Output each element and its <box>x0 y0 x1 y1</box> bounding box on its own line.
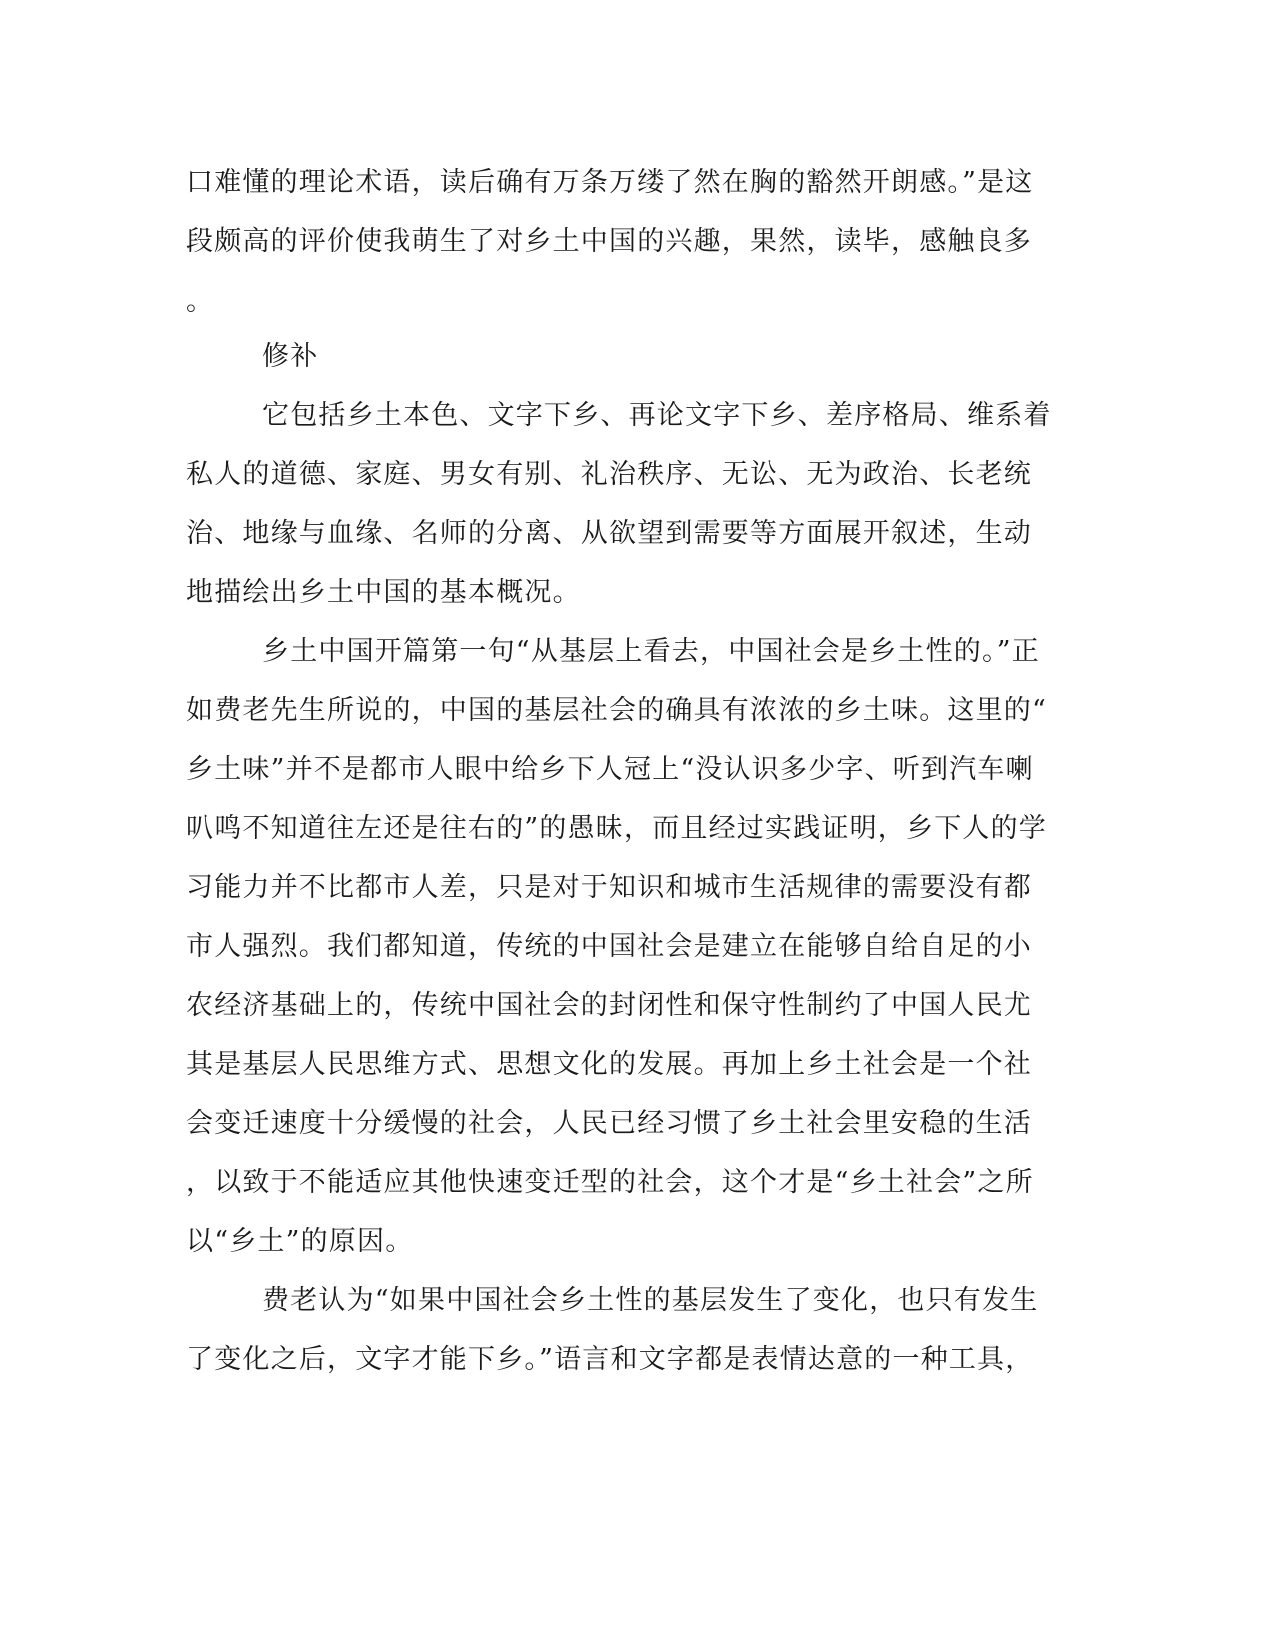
paragraph-first-line: 它包括乡土本色、文字下乡、再论文字下乡、差序格局、维系着 <box>262 400 1052 431</box>
section-heading: 修补 <box>262 341 319 372</box>
text-line: 会变迁速度十分缓慢的社会，人民已经习惯了乡土社会里安稳的生活 <box>186 1108 1032 1139</box>
text-line: 。 <box>186 286 215 317</box>
text-line: 段颇高的评价使我萌生了对乡土中国的兴趣，果然，读毕，感触良多 <box>186 226 1032 257</box>
text-line: 如费老先生所说的，中国的基层社会的确具有浓浓的乡土味。这里的“ <box>186 695 1048 726</box>
text-line: 市人强烈。我们都知道，传统的中国社会是建立在能够自给自足的小 <box>186 931 1032 962</box>
text-line: 其是基层人民思维方式、思想文化的发展。再加上乡土社会是一个社 <box>186 1049 1032 1080</box>
text-line: 习能力并不比都市人差，只是对于知识和城市生活规律的需要没有都 <box>186 872 1032 903</box>
text-line: 私人的道德、家庭、男女有别、礼治秩序、无讼、无为政治、长老统 <box>186 459 1032 490</box>
text-line: 口难懂的理论术语，读后确有万条万缕了然在胸的豁然开朗感。”是这 <box>186 167 1034 198</box>
text-line: 以“乡土”的原因。 <box>186 1226 414 1257</box>
text-line: 了变化之后，文字才能下乡。”语言和文字都是表情达意的一种工具， <box>186 1344 1034 1375</box>
paragraph-first-line: 乡土中国开篇第一句“从基层上看去，中国社会是乡土性的。”正 <box>262 636 1040 667</box>
text-line: ，以致于不能适应其他快速变迁型的社会，这个才是“乡土社会”之所 <box>186 1167 1034 1198</box>
paragraph-first-line: 费老认为“如果中国社会乡土性的基层发生了变化，也只有发生 <box>262 1285 1039 1316</box>
text-line: 叭鸣不知道往左还是往右的”的愚昧，而且经过实践证明，乡下人的学 <box>186 813 1048 844</box>
text-line: 地描绘出乡土中国的基本概况。 <box>186 577 581 608</box>
text-line: 治、地缘与血缘、名师的分离、从欲望到需要等方面展开叙述，生动 <box>186 518 1032 549</box>
text-line: 农经济基础上的，传统中国社会的封闭性和保守性制约了中国人民尤 <box>186 990 1032 1021</box>
text-line: 乡土味”并不是都市人眼中给乡下人冠上“没认识多少字、听到汽车喇 <box>186 754 1034 785</box>
